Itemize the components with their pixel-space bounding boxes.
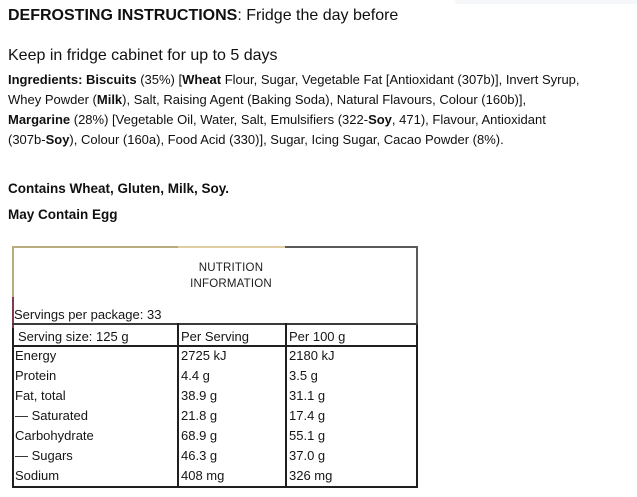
table-border-left-tan (12, 246, 14, 297)
screenshot-edge-artifact (455, 0, 637, 4)
storage-instruction-line: Keep in fridge cabinet for up to 5 days (8, 47, 278, 64)
nutrition-table-title-line1: NUTRITION (198, 262, 264, 274)
row-per-100g-value: 31.1 g (289, 388, 326, 403)
nutrition-table-title-line2: INFORMATION (190, 278, 272, 290)
table-rule-below-servings (12, 323, 418, 325)
allergen-contains-statement: Contains Wheat, Gluten, Milk, Soy. (8, 181, 230, 196)
row-label: Sodium (15, 468, 60, 483)
servings-per-package: Servings per package: 33 (14, 307, 162, 322)
row-per-100g-value: 55.1 g (289, 428, 326, 443)
allergen-may-contain-statement: May Contain Egg (8, 207, 118, 222)
table-row-fat-total (12, 386, 418, 406)
row-label: Fat, total (15, 388, 66, 403)
row-per-100g-value: 17.4 g (289, 408, 326, 423)
row-per-serving-value: 68.9 g (181, 428, 218, 443)
row-per-serving-value: 21.8 g (181, 408, 218, 423)
table-border-top-tan-light (178, 246, 285, 248)
nutrition-table-title (44, 260, 418, 292)
nutrition-information-panel (12, 246, 418, 488)
row-label: Carbohydrate (15, 428, 94, 443)
row-per-100g-value: 3.5 g (289, 368, 318, 383)
table-row-saturated (12, 406, 418, 426)
ingredients-line-2: Whey Powder (Milk), Salt, Raising Agent (Baking Soda), Natural Flavours, Colour (160b)], (8, 92, 527, 107)
table-row-sodium (12, 466, 418, 486)
column-header-per-serving: Per Serving (181, 329, 249, 344)
row-label: — Sugars (15, 448, 73, 463)
table-border-top-tan-dark (12, 246, 178, 248)
row-per-serving-value: 2725 kJ (181, 348, 227, 363)
row-per-serving-value: 38.9 g (181, 388, 218, 403)
defrosting-instructions-heading: DEFROSTING INSTRUCTIONS: Fridge the day before (8, 7, 399, 24)
ingredients-paragraph (8, 70, 580, 150)
serving-size: Serving size: 125 g (18, 329, 129, 344)
ingredients-line-1: Ingredients: Biscuits (35%) [Wheat Flour, Sugar, Vegetable Fat [Antioxidant (307b)], Invert Syrup, (8, 72, 580, 87)
ingredients-line-3: Margarine (28%) [Vegetable Oil, Water, Salt, Emulsifiers (322-Soy, 471), Flavour, Antioxidant (8, 112, 546, 127)
row-per-serving-value: 46.3 g (181, 448, 218, 463)
column-header-per-100g: Per 100 g (289, 329, 346, 344)
table-row-protein (12, 366, 418, 386)
table-row-carbohydrate (12, 426, 418, 446)
row-label: Energy (15, 348, 57, 363)
table-border-bottom (12, 486, 418, 488)
row-per-100g-value: 326 mg (289, 468, 333, 483)
table-row-energy (12, 346, 418, 366)
row-label: Protein (15, 368, 57, 383)
ingredients-line-4: (307b-Soy), Colour (160a), Food Acid (330)], Sugar, Icing Sugar, Cacao Powder (8%). (8, 132, 504, 147)
table-row-sugars (12, 446, 418, 466)
row-per-serving-value: 4.4 g (181, 368, 210, 383)
row-per-100g-value: 37.0 g (289, 448, 326, 463)
table-border-top-gray (285, 246, 418, 248)
row-label: — Saturated (15, 408, 88, 423)
row-per-100g-value: 2180 kJ (289, 348, 335, 363)
row-per-serving-value: 408 mg (181, 468, 225, 483)
